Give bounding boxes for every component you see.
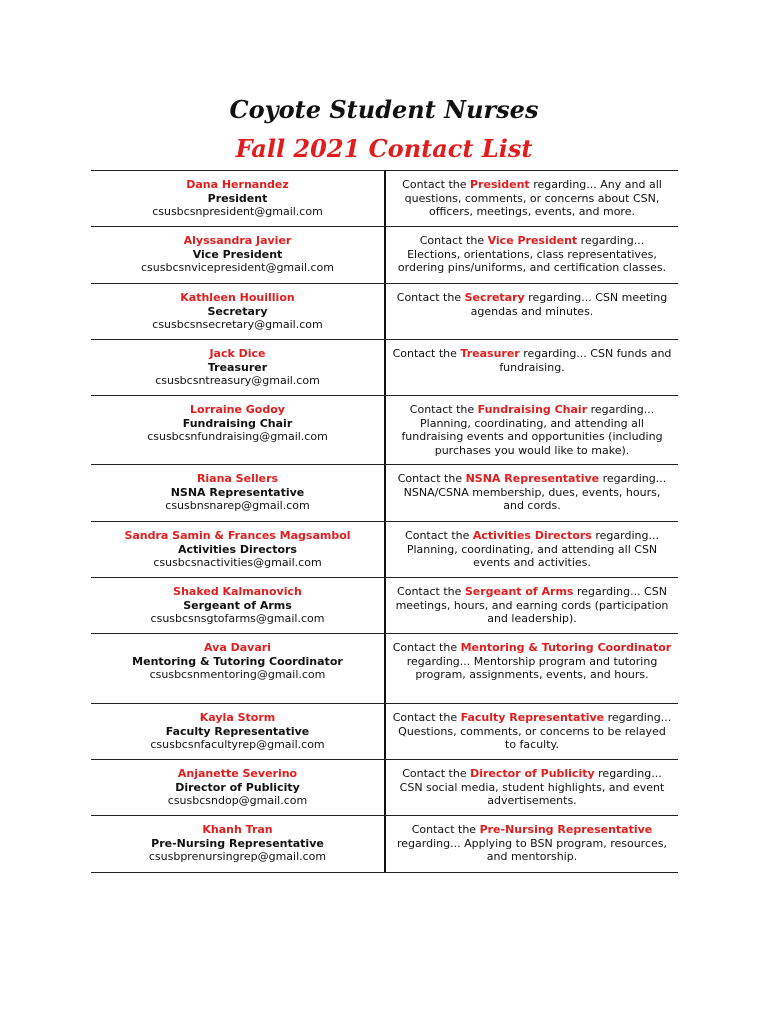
contact-email[interactable]: csusbcsntreasury@gmail.com (155, 374, 320, 388)
contact-role: President (207, 191, 268, 205)
contact-name: Ava Davari (204, 641, 271, 654)
contact-role: Activities Directors (178, 542, 297, 556)
description-lead: Contact the (419, 234, 488, 247)
contact-role: NSNA Representative (170, 485, 305, 499)
description-text: regarding... Questions, comments, or concerns to be relayed to faculty. (398, 711, 672, 752)
contact-name: Shaked Kalmanovich (173, 585, 302, 598)
description-role: Activities Directors (472, 529, 592, 542)
description-role: President (470, 178, 530, 191)
contact-row (91, 284, 678, 340)
contact-info-cell (91, 704, 384, 759)
contact-name: Anjanette Severino (177, 767, 298, 780)
contact-row (91, 396, 678, 465)
contact-table (91, 170, 678, 873)
contact-description-cell (384, 396, 678, 464)
document-title: Coyote Student Nurses (229, 95, 539, 124)
contact-email[interactable]: csusbcsnactivities@gmail.com (153, 556, 322, 570)
description-role: Pre-Nursing Representative (479, 823, 653, 836)
contact-name: Lorraine Godoy (190, 403, 285, 416)
contact-role: Mentoring & Tutoring Coordinator (132, 654, 343, 668)
contact-description-cell (384, 522, 678, 577)
contact-description-cell (384, 634, 678, 703)
contact-email[interactable]: csusbcsnfacultyrep@gmail.com (150, 738, 325, 752)
description-text: regarding... CSN social media, student highlights, and event advertisements. (399, 767, 665, 808)
contact-row (91, 340, 678, 396)
description-lead: Contact the (392, 641, 461, 654)
description-lead: Contact the (405, 529, 473, 542)
description-text: regarding... Elections, orientations, class representatives, ordering pins/uniforms, and certification classes. (397, 234, 667, 275)
contact-description-cell (384, 578, 678, 633)
contact-name: Sandra Samin & Frances Magsambol (124, 529, 351, 542)
contact-role: Vice President (192, 247, 283, 261)
description-role: Secretary (464, 291, 525, 304)
description-text: regarding... Mentorship program and tutoring program, assignments, events, and hours. (406, 654, 658, 682)
contact-email[interactable]: csusbcsnsgtofarms@gmail.com (150, 612, 325, 626)
contact-row (91, 522, 678, 578)
contact-email[interactable]: csusbcsndop@gmail.com (167, 794, 308, 808)
contact-name: Dana Hernandez (186, 178, 289, 191)
contact-email[interactable]: csusbcsnsecretary@gmail.com (152, 318, 323, 332)
description-role: NSNA Representative (465, 472, 600, 485)
description-lead: Contact the (397, 472, 466, 485)
contact-name: Alyssandra Javier (183, 234, 292, 247)
contact-info-cell (91, 634, 384, 703)
description-role: Sergeant of Arms (464, 585, 574, 598)
contact-description-cell (384, 760, 678, 815)
contact-row (91, 760, 678, 816)
contact-email[interactable]: csusbcsnmentoring@gmail.com (149, 668, 326, 682)
contact-name: Jack Dice (209, 347, 266, 360)
contact-email[interactable]: csusbnsnarep@gmail.com (165, 499, 310, 513)
description-role: Vice President (487, 234, 578, 247)
description-lead: Contact the (397, 585, 465, 598)
contact-role: Sergeant of Arms (183, 598, 292, 612)
document-subtitle: Fall 2021 Contact List (235, 134, 533, 163)
description-role: Fundraising Chair (477, 403, 588, 416)
contact-name: Kathleen Houillion (180, 291, 295, 304)
description-role: Director of Publicity (470, 767, 595, 780)
contact-email[interactable]: csusbcsnfundraising@gmail.com (147, 430, 328, 444)
contact-info-cell (91, 760, 384, 815)
contact-row (91, 816, 678, 873)
contact-email[interactable]: csusbprenursingrep@gmail.com (148, 850, 327, 864)
description-text: regarding... Any and all questions, comments, or concerns about CSN, officers, meetings, events, and more. (404, 178, 662, 219)
description-text: regarding... Applying to BSN program, resources, and mentorship. (397, 836, 667, 864)
contact-row (91, 578, 678, 634)
contact-name: Riana Sellers (196, 472, 279, 485)
contact-email[interactable]: csusbcsnvicepresident@gmail.com (141, 261, 334, 275)
description-text: regarding... Planning, coordinating, and attending all fundraising events and opportunities (including purchases you would like to make). (401, 403, 663, 457)
description-text: regarding... NSNA/CSNA membership, dues, events, hours, and cords. (403, 472, 667, 513)
title-block (0, 94, 768, 165)
description-role: Faculty Representative (460, 711, 605, 724)
contact-role: Pre-Nursing Representative (151, 836, 324, 850)
contact-name: Khanh Tran (202, 823, 273, 836)
contact-info-cell (91, 396, 384, 464)
description-lead: Contact the (396, 291, 465, 304)
contact-description-cell (384, 171, 678, 226)
description-text: regarding... CSN funds and fundraising. (499, 347, 672, 374)
contact-info-cell (91, 578, 384, 633)
contact-row (91, 171, 678, 227)
contact-info-cell (91, 340, 384, 395)
description-lead: Contact the (392, 711, 461, 724)
contact-description-cell (384, 704, 678, 759)
contact-info-cell (91, 465, 384, 521)
description-text: regarding... Planning, coordinating, and attending all CSN events and activities. (406, 529, 659, 570)
contact-row (91, 634, 678, 704)
contact-info-cell (91, 816, 384, 872)
contact-row (91, 465, 678, 522)
description-text: regarding... CSN meeting agendas and minutes. (470, 291, 668, 318)
contact-row (91, 227, 678, 284)
contact-name: Kayla Storm (199, 711, 276, 724)
contact-role: Fundraising Chair (182, 416, 293, 430)
contact-description-cell (384, 227, 678, 283)
contact-role: Treasurer (207, 360, 268, 374)
contact-info-cell (91, 284, 384, 339)
description-lead: Contact the (402, 767, 471, 780)
contact-description-cell (384, 284, 678, 339)
description-lead: Contact the (392, 347, 461, 360)
contact-description-cell (384, 816, 678, 872)
contact-row (91, 704, 678, 760)
description-lead: Contact the (409, 403, 478, 416)
contact-description-cell (384, 340, 678, 395)
description-role: Mentoring & Tutoring Coordinator (460, 641, 672, 654)
contact-info-cell (91, 227, 384, 283)
contact-email[interactable]: csusbcsnpresident@gmail.com (152, 205, 323, 219)
description-role: Treasurer (460, 347, 520, 360)
contact-info-cell (91, 522, 384, 577)
contact-info-cell (91, 171, 384, 226)
description-lead: Contact the (402, 178, 470, 191)
contact-role: Director of Publicity (175, 780, 300, 794)
contact-description-cell (384, 465, 678, 521)
contact-role: Secretary (207, 304, 268, 318)
description-text: regarding... CSN meetings, hours, and earning cords (participation and leadership). (395, 585, 669, 626)
contact-role: Faculty Representative (165, 724, 310, 738)
description-lead: Contact the (411, 823, 480, 836)
